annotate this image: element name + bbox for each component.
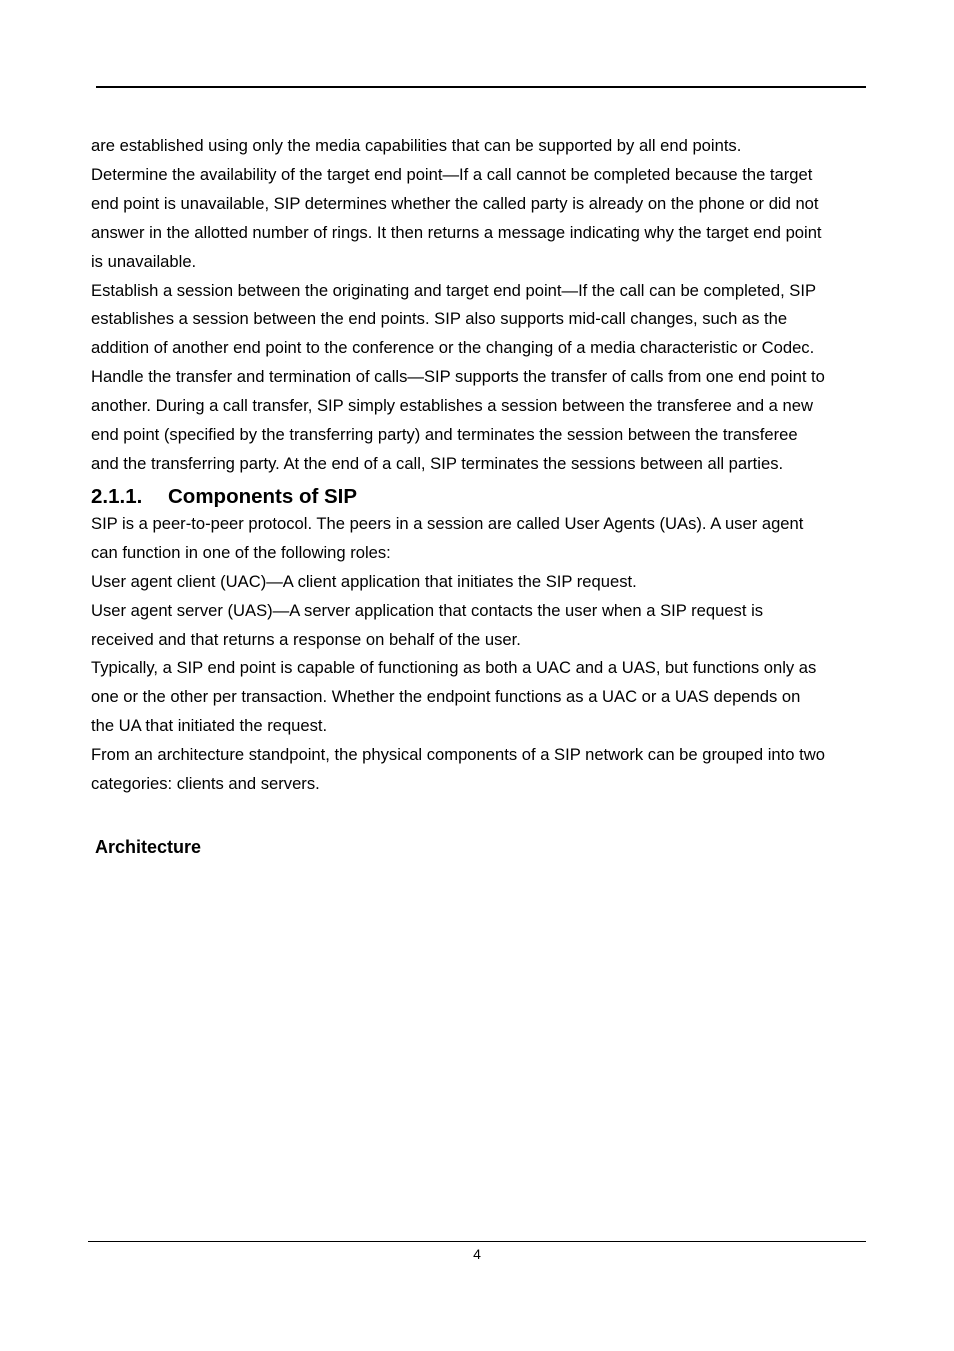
section-number: 2.1.1. bbox=[91, 484, 143, 508]
paragraph-peer-to-peer: SIP is a peer-to-peer protocol. The peers in a session are called User Agents (UAs). A user agent can function in one of the following roles: bbox=[91, 513, 804, 562]
page-number: 4 bbox=[473, 1246, 481, 1262]
paragraph-transfer-termination: Handle the transfer and termination of calls—SIP supports the transfer of calls from one end point to another. During a call transfer, SIP simply establishes a session between the transferee and a new end point (specified by the transferring party) and terminates the session between the transferee and the transferring party. At the end of a call, SIP terminates the sessions between all parties. bbox=[91, 367, 825, 473]
paragraph-establish-session: Establish a session between the originating and target end point—If the call can be completed, SIP establishes a session between the end points. SIP also supports mid-call changes, such as the addition of another end point to the conference or the changing of a media characteristic or Codec. bbox=[91, 280, 817, 358]
header-rule bbox=[96, 86, 866, 88]
paragraph-endpoint-roles: Typically, a SIP end point is capable of functioning as both a UAC and a UAS, but functions only as one or the other per transaction. Whether the endpoint functions as a UAC or a UAS depends on the UA that initiated the request. bbox=[91, 658, 817, 736]
section-heading bbox=[91, 483, 871, 510]
architecture-heading: Architecture bbox=[95, 837, 202, 857]
paragraph-target-availability: Determine the availability of the target end point—If a call cannot be completed because the target end point is unavailable, SIP determines whether the called party is already on the phone or did not answer in the allotted number of rings. It then returns a message indicating why the target end point is unavailable. bbox=[91, 164, 822, 271]
footer-rule bbox=[88, 1241, 866, 1242]
paragraph-uas: User agent server (UAS)—A server application that contacts the user when a SIP request is received and that returns a response on behalf of the user. bbox=[91, 600, 764, 649]
page-body bbox=[91, 132, 871, 799]
section-title: Components of SIP bbox=[168, 484, 358, 508]
paragraph-architecture-standpoint: From an architecture standpoint, the physical components of a SIP network can be grouped into two categories: clients and servers. bbox=[91, 745, 825, 794]
paragraph-uac: User agent client (UAC)—A client application that initiates the SIP request. bbox=[91, 571, 637, 591]
paragraph-media-capabilities: are established using only the media capabilities that can be supported by all end points. bbox=[91, 136, 742, 155]
